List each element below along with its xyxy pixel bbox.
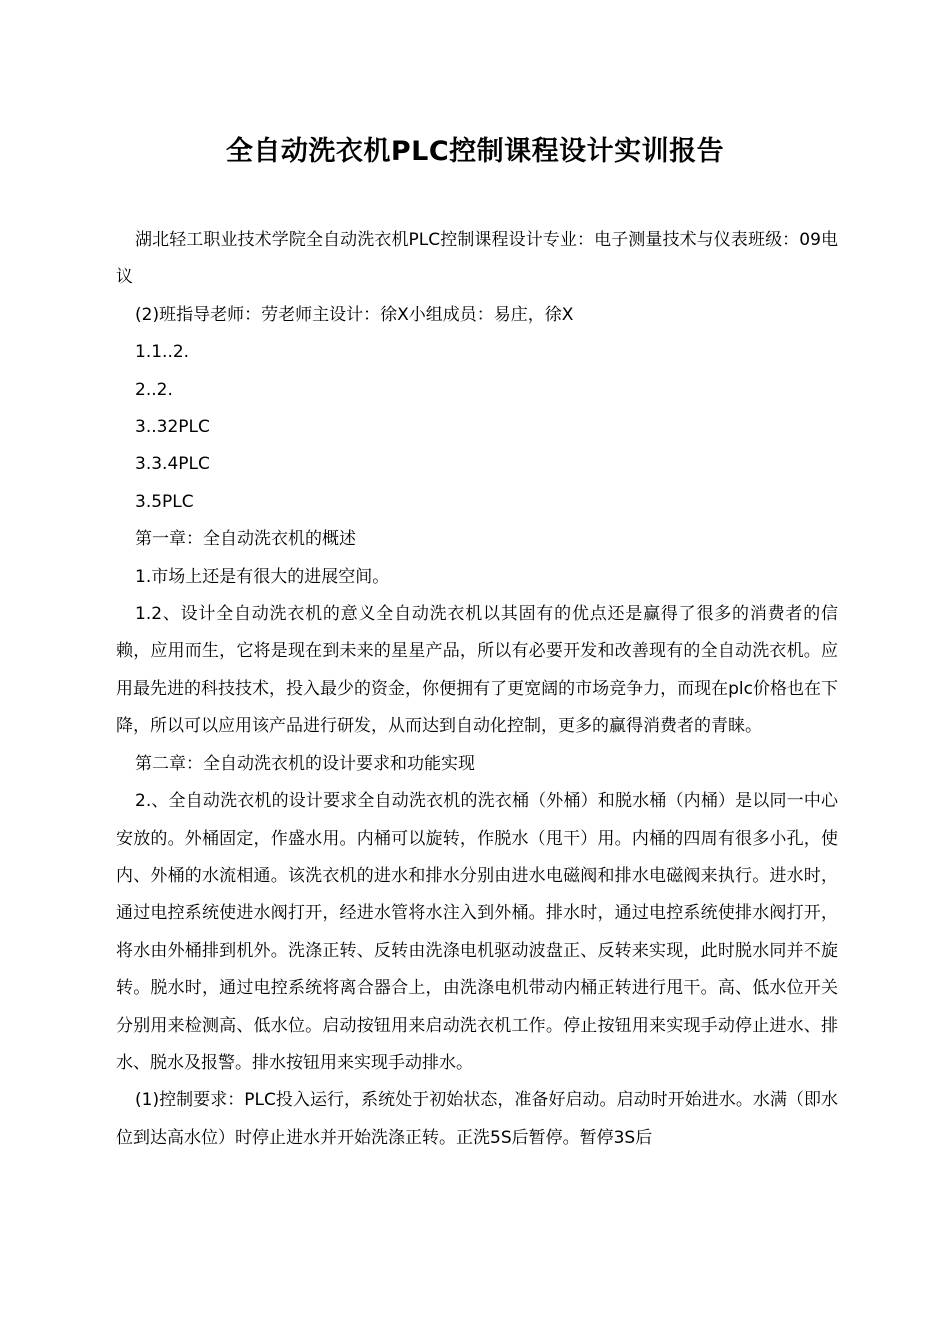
document-body (116, 222, 838, 1157)
toc-line: 1.1..2. (135, 342, 190, 363)
paragraph-market: 1.市场上还是有很大的进展空间。 (135, 566, 390, 587)
paragraph-class-info: (2)班指导老师：劳老师主设计：徐X小组成员：易庄，徐X (135, 304, 574, 325)
paragraph-significance: 1.2、设计全自动洗衣机的意义全自动洗衣机以其固有的优点还是赢得了很多的消费者的信赖，应用而生，它将是现在到未来的星星产品，所以有必要开发和改善现有的全自动洗衣机。应用最先进的科技技术，投入最少的资金，你便拥有了更宽阔的市场竞争力，而现在plc价格也在下降，所以可以应用该产品进行研发，从而达到自动化控制，更多的赢得消费者的青睐。 (116, 604, 838, 737)
chapter-heading-1: 第一章：全自动洗衣机的概述 (135, 529, 356, 550)
toc-line: 3.3.4PLC (135, 454, 210, 475)
toc-line: 2..2. (135, 379, 173, 400)
document-title: 全自动洗衣机PLC控制课程设计实训报告 (225, 136, 725, 167)
toc-line: 3.5PLC (135, 491, 194, 512)
paragraph-school-info: 湖北轻工职业技术学院全自动洗衣机PLC控制课程设计专业：电子测量技术与仪表班级：09电议 (116, 230, 838, 288)
chapter-heading-2: 第二章：全自动洗衣机的设计要求和功能实现 (135, 753, 475, 774)
paragraph-design-requirements: 2.、全自动洗衣机的设计要求全自动洗衣机的洗衣桶（外桶）和脱水桶（内桶）是以同一中心安放的。外桶固定，作盛水用。内桶可以旋转，作脱水（甩干）用。内桶的四周有很多小孔，使内、外桶的水流相通。该洗衣机的进水和排水分别由进水电磁阀和排水电磁阀来执行。进水时，通过电控系统使进水阀打开，经进水管将水注入到外桶。排水时，通过电控系统使排水阀打开，将水由外桶排到机外。洗涤正转、反转由洗涤电机驱动波盘正、反转来实现，此时脱水同并不旋转。脱水时，通过电控系统将离合器合上，由洗涤电机带动内桶正转进行甩干。高、低水位开关分别用来检测高、低水位。启动按钮用来启动洗衣机工作。停止按钮用来实现手动停止进水、排水、脱水及报警。排水按钮用来实现手动排水。 (116, 791, 838, 1073)
toc-line: 3..32PLC (135, 417, 210, 438)
paragraph-control-requirements: (1)控制要求：PLC投入运行，系统处于初始状态，准备好启动。启动时开始进水。水满（即水位到达高水位）时停止进水并开始洗涤正转。正洗5S后暂停。暂停3S后 (116, 1090, 838, 1148)
